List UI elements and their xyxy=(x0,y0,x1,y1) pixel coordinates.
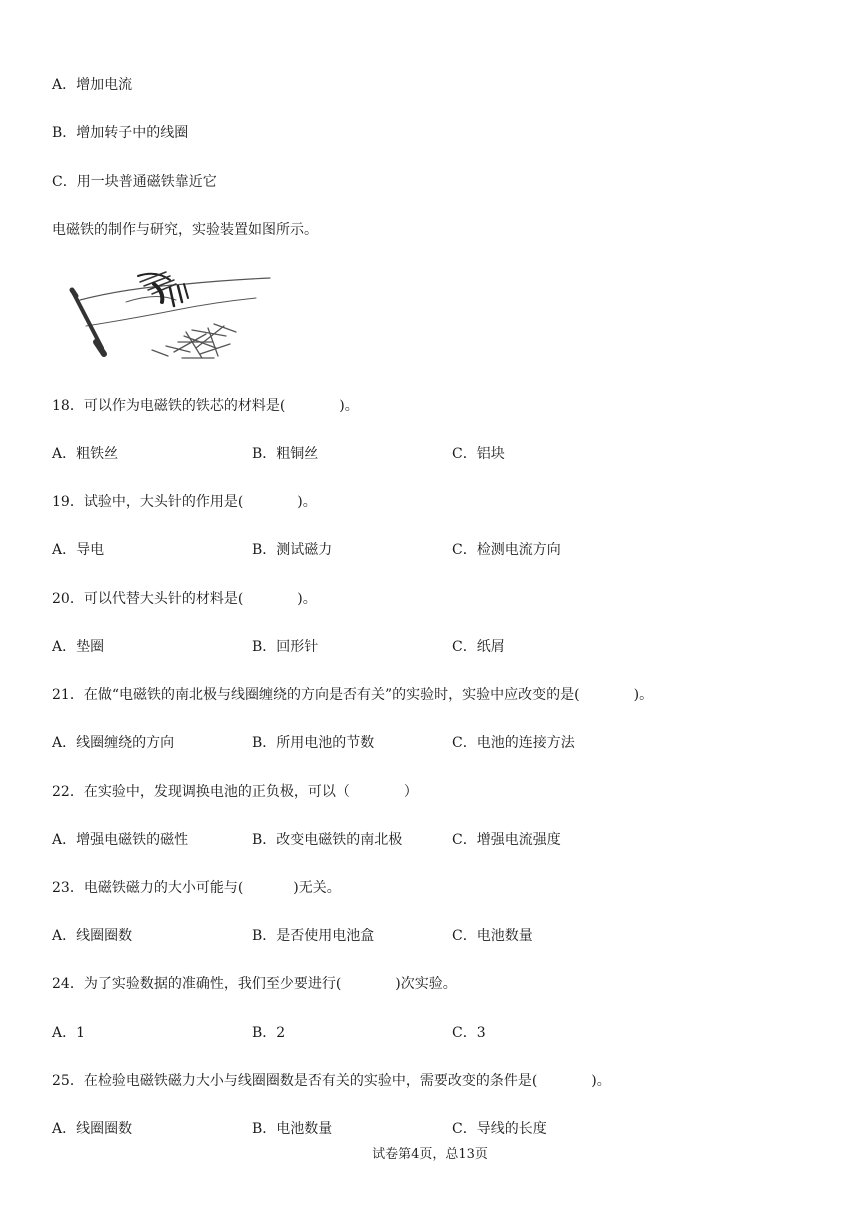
question-25-options xyxy=(52,1119,812,1139)
option-letter: B． xyxy=(52,125,77,141)
page-footer: 试卷第4页，总13页 xyxy=(372,1147,488,1162)
question-stem-end: )无关。 xyxy=(293,880,341,896)
option-letter: A． xyxy=(52,832,77,848)
question-stem-end: )。 xyxy=(591,1073,611,1089)
question-stem-end: )。 xyxy=(339,398,359,414)
section-intro: 电磁铁的制作与研究，实验装置如图所示。 xyxy=(52,222,318,238)
option-b xyxy=(252,1119,332,1139)
option-c xyxy=(452,1023,486,1043)
option-text: 改变电磁铁的南北极 xyxy=(276,832,403,848)
option-text: 检测电流方向 xyxy=(476,542,561,558)
question-stem: 电磁铁磁力的大小可能与( xyxy=(83,880,244,896)
question-stem: 可以代替大头针的材料是( xyxy=(83,591,244,607)
option-text: 增加转子中的线圈 xyxy=(76,125,189,141)
option-letter: C． xyxy=(452,1025,477,1041)
option-letter: A． xyxy=(52,639,77,655)
question-23-options xyxy=(52,926,812,946)
option-a xyxy=(52,926,132,946)
option-letter: A． xyxy=(52,735,77,751)
option-text: 增强电流强度 xyxy=(476,832,561,848)
option-text: 增强电磁铁的磁性 xyxy=(76,832,189,848)
option-text: 测试磁力 xyxy=(276,542,333,558)
question-22-options xyxy=(52,830,812,850)
option-text: 增加电流 xyxy=(76,77,133,93)
question-23 xyxy=(52,878,341,898)
option-c xyxy=(452,733,575,753)
option-letter: B． xyxy=(252,446,277,462)
option-letter: C． xyxy=(52,174,77,190)
option-letter: B． xyxy=(252,832,277,848)
option-b xyxy=(252,540,332,560)
option-text: 用一块普通磁铁靠近它 xyxy=(76,174,217,190)
option-letter: B． xyxy=(252,1121,277,1137)
question-18 xyxy=(52,396,359,416)
option-a xyxy=(52,733,174,753)
option-c xyxy=(452,540,561,560)
option-c xyxy=(452,926,533,946)
option-b xyxy=(252,444,318,464)
question-number: 18． xyxy=(52,398,84,414)
question-20-options xyxy=(52,637,812,657)
option-a xyxy=(52,444,118,464)
question-25 xyxy=(52,1071,611,1091)
option-text: 纸屑 xyxy=(476,639,505,655)
option-text: 电池的连接方法 xyxy=(476,735,575,751)
option-text: 回形针 xyxy=(276,639,319,655)
prev-option-c xyxy=(52,172,217,192)
option-b xyxy=(252,1023,285,1043)
question-stem: 试验中，大头针的作用是( xyxy=(83,494,244,510)
option-letter: C． xyxy=(452,832,477,848)
question-number: 22． xyxy=(52,784,84,800)
question-stem-end: )。 xyxy=(297,591,317,607)
option-text: 电池数量 xyxy=(476,928,533,944)
option-text: 线圈圈数 xyxy=(76,1121,133,1137)
option-text: 线圈圈数 xyxy=(76,928,133,944)
option-text: 铝块 xyxy=(476,446,505,462)
question-24 xyxy=(52,974,457,994)
option-letter: B． xyxy=(252,639,277,655)
option-letter: C． xyxy=(452,639,477,655)
option-letter: A． xyxy=(52,928,77,944)
option-text: 3 xyxy=(476,1025,486,1041)
option-a xyxy=(52,637,104,657)
option-letter: C． xyxy=(452,928,477,944)
question-22 xyxy=(52,782,418,802)
prev-option-b xyxy=(52,123,188,143)
option-b xyxy=(252,637,318,657)
question-stem-end: )次实验。 xyxy=(395,976,457,992)
option-text: 导电 xyxy=(76,542,105,558)
option-letter: C． xyxy=(452,735,477,751)
option-letter: B． xyxy=(252,735,277,751)
question-24-options xyxy=(52,1023,812,1043)
option-letter: A． xyxy=(52,542,77,558)
option-text: 线圈缠绕的方向 xyxy=(76,735,175,751)
option-letter: B． xyxy=(252,928,277,944)
question-19-options xyxy=(52,540,812,560)
option-c xyxy=(452,637,505,657)
question-stem-end: ） xyxy=(403,784,418,800)
question-number: 21． xyxy=(52,687,84,703)
option-letter: B． xyxy=(252,1025,277,1041)
question-stem: 在检验电磁铁磁力大小与线圈圈数是否有关的实验中，需要改变的条件是( xyxy=(83,1073,538,1089)
question-stem: 为了实验数据的准确性，我们至少要进行( xyxy=(83,976,342,992)
question-number: 23． xyxy=(52,880,84,896)
option-letter: C． xyxy=(452,542,477,558)
option-a xyxy=(52,1119,132,1139)
option-a xyxy=(52,830,188,850)
question-18-options xyxy=(52,444,812,464)
question-20 xyxy=(52,589,317,609)
question-19 xyxy=(52,492,317,512)
question-21-options xyxy=(52,733,812,753)
question-stem-end: )。 xyxy=(633,687,654,703)
option-c xyxy=(452,444,505,464)
option-text: 粗铁丝 xyxy=(76,446,119,462)
option-letter: B． xyxy=(252,542,277,558)
option-b xyxy=(252,830,402,850)
option-text: 1 xyxy=(76,1025,86,1041)
option-letter: A． xyxy=(52,1121,77,1137)
option-letter: A． xyxy=(52,77,77,93)
option-letter: A． xyxy=(52,1025,77,1041)
option-text: 粗铜丝 xyxy=(276,446,319,462)
option-letter: C． xyxy=(452,446,477,462)
question-number: 20． xyxy=(52,591,84,607)
prev-option-a xyxy=(52,75,132,95)
option-letter: C． xyxy=(452,1121,477,1137)
electromagnet-apparatus-figure xyxy=(66,262,276,372)
option-text: 所用电池的节数 xyxy=(276,735,375,751)
option-text: 2 xyxy=(276,1025,286,1041)
option-b xyxy=(252,926,374,946)
question-number: 19． xyxy=(52,494,84,510)
question-stem: 在实验中，发现调换电池的正负极，可以（ xyxy=(83,784,350,800)
question-number: 24． xyxy=(52,976,84,992)
option-b xyxy=(252,733,374,753)
option-text: 垫圈 xyxy=(76,639,105,655)
option-text: 是否使用电池盒 xyxy=(276,928,375,944)
question-stem: 可以作为电磁铁的铁芯的材料是( xyxy=(83,398,286,414)
option-c xyxy=(452,830,561,850)
question-stem-end: )。 xyxy=(297,494,317,510)
option-letter: A． xyxy=(52,446,77,462)
option-a xyxy=(52,540,104,560)
option-text: 电池数量 xyxy=(276,1121,333,1137)
option-text: 导线的长度 xyxy=(476,1121,547,1137)
question-stem: 在做“电磁铁的南北极与线圈缠绕的方向是否有关”的实验时，实验中应改变的是( xyxy=(83,687,580,703)
option-a xyxy=(52,1023,85,1043)
question-21 xyxy=(52,685,653,705)
question-number: 25． xyxy=(52,1073,84,1089)
option-c xyxy=(452,1119,547,1139)
